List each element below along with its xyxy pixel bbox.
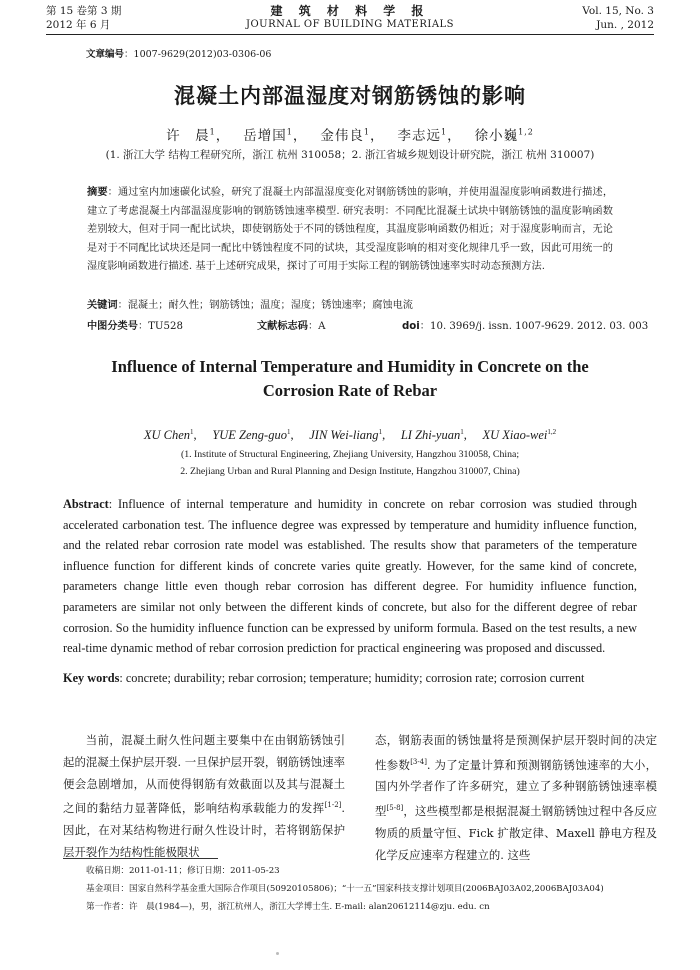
title-cn: 混凝土内部温湿度对钢筋锈蚀的影响 — [174, 84, 526, 108]
scan-mark — [276, 952, 279, 955]
volume-issue: 第 15 卷第 3 期 — [46, 5, 122, 17]
doi: doi：10. 3969/j. issn. 1007-9629. 2012. 03. 003 — [402, 321, 649, 332]
authors-cn: 许 晨$^1$， 岳增国$^1$， 金伟良$^1$， 李志远$^1$， 徐小巍$^{1,2}$ — [166, 127, 534, 144]
title-en: Influence of Internal Temperature and Humidity in Concrete on the Corrosion Rate of Rebar — [111, 357, 589, 400]
footnote-received: 收稿日期：2011-01-11；修订日期：2011-05-23 — [86, 866, 280, 876]
issue-info-en — [582, 4, 654, 32]
affiliation-cn: (1. 浙江大学 结构工程研究所，浙江 杭州 310058；2. 浙江省城乡规划设计研究院，浙江 杭州 310007) — [105, 149, 595, 161]
citation: [3-4] — [410, 757, 427, 766]
author-en: XU Xiao-wei — [482, 428, 548, 442]
abstract-cn-label: 摘要 — [87, 187, 108, 198]
citation: [1-2] — [324, 801, 342, 810]
header-rule — [46, 34, 654, 35]
authors-en: XU Chen$^1$, YUE Zeng-guo$^1$, JIN Wei-liang$^1$, LI Zhi-yuan$^1$, XU Xiao-wei$^{1,2}$ — [143, 427, 557, 442]
author-en: XU Chen — [143, 428, 191, 442]
abstract-cn — [87, 184, 613, 277]
keywords-en — [63, 668, 637, 689]
body-column-right: 态，钢筋表面的锈蚀量将是预测保护层开裂时间的决定性参数[3-4]. 为了定量计算和预测钢筋锈蚀速率的大小，国内外学者作了许多研究，建立了多种钢筋锈蚀速率模型[5-8]，这些模型都是根据混凝土钢筋锈蚀过程中各反应物质的质量守恒、Fick 扩散定律、Maxell 静电方程及化学反应速率方程建立的. 这些 — [375, 733, 657, 862]
journal-name-cn: 建 筑 材 料 学 报 — [270, 4, 430, 18]
abstract-cn-text: ：通过室内加速碳化试验，研究了混凝土内部温湿度变化对钢筋锈蚀的影响，并使用温湿度影响函数进行描述，建立了考虑混凝土内部温湿度影响的钢筋锈蚀速率模型. 研究表明：不同配比混凝土试块中钢筋锈蚀的温度影响函数差别较大，但对于同一配比试块，即使钢筋处于不同的锈蚀程度，其温度影响函数仍相近；对于湿度影响而言，无论是对于不同配比试块还是同一配比中锈蚀程度不同的试块，其受湿度影响的相对变化规律几乎一致，因此可用统一的湿度影响函数进行描述. 基于上述研究成果，探讨了可用于实际工程的钢筋锈蚀速率实时动态预测方法. — [87, 187, 614, 272]
author-en: LI Zhi-yuan — [400, 428, 461, 442]
keywords-cn-label: 关键词 — [87, 300, 118, 311]
document-code: 文献标志码：A — [257, 321, 326, 332]
volume-issue-en: Vol. 15, No. 3 — [582, 5, 654, 17]
article-number-label: 文章编号 — [86, 49, 125, 60]
abstract-en — [63, 494, 637, 659]
body-column-left: 当前，混凝土耐久性问题主要集中在由钢筋锈蚀引起的混凝土保护层开裂. 一旦保护层开裂，钢筋锈蚀速率便会急剧增加，从而使得钢筋有效截面以及其与混凝土之间的黏结力显著降低，影响结构承载能力的发挥[1-2]. 因此，在对某结构物进行耐久性设计时，若将钢筋保护层开裂作为结构性能极限状 — [63, 733, 345, 859]
author-cn: 徐小巍 — [474, 128, 519, 144]
footnote-rule — [63, 858, 218, 859]
footnotes — [86, 862, 656, 916]
abstract-en-label: Abstract — [63, 497, 109, 511]
author-cn: 岳增国 — [243, 128, 287, 144]
issue-date: 2012 年 6 月 — [46, 19, 111, 31]
keywords-cn-text: ：混凝土；耐久性；钢筋锈蚀；温度；湿度；锈蚀速率；腐蚀电流 — [117, 300, 413, 311]
issue-date-en: Jun. , 2012 — [596, 19, 654, 31]
author-cn: 金伟良 — [320, 128, 364, 144]
abstract-en-text: : Influence of internal temperature and humidity in concrete on rebar corrosion was studied through accelerated carbonation test. The influence degree was expressed by temperature and humidity influence function, and the related rebar corrosion rate model was established. The results show that parameters of the temperature influence function for different kinds of concrete varies quite greatly. However, for the same kind of concrete, parameters change little even though rebar corrosion has different degree. For humidity influence function, parameters are similar not only between the different kinds of concrete, but also for the different degree of rebar corrosion. So the humidity influence function can be expressed by uniform formula. Based on the test results, a new real-time dynamic method of rebar corrosion prediction for practical engineering was proposed and discussed. — [63, 497, 637, 656]
journal-name-en: JOURNAL OF BUILDING MATERIALS — [245, 19, 455, 30]
keywords-en-label: Key words — [63, 671, 120, 685]
clc-code: 中图分类号：TU528 — [87, 321, 183, 332]
affiliation-en-line: (1. Institute of Structural Engineering, Zhejiang University, Hangzhou 310058, China; — [180, 449, 520, 460]
author-cn: 许 晨 — [166, 128, 210, 144]
keywords-en-text: : concrete; durability; rebar corrosion; temperature; humidity; corrosion rate; corrosion current — [119, 671, 585, 685]
author-cn: 李志远 — [397, 128, 442, 144]
keywords-cn — [87, 297, 613, 314]
citation: [5-8] — [386, 804, 404, 813]
journal-name — [200, 4, 500, 32]
author-en: JIN Wei-liang — [309, 428, 379, 442]
affiliation-en-line: 2. Zhejiang Urban and Rural Planning and Design Institute, Hangzhou 310007, China) — [180, 466, 520, 477]
affiliation-en — [0, 446, 700, 480]
issue-info — [46, 4, 121, 32]
article-number-value: 1007-9629(2012)03-0306-06 — [133, 49, 272, 60]
author-en: YUE Zeng-guo — [212, 428, 287, 442]
footnote-fund: 基金项目：国家自然科学基金重大国际合作项目(50920105806)；“十一五”国家科技支撑计划项目(2006BAJ03A02,2006BAJ03A04) — [86, 884, 604, 894]
article-number: 文章编号：1007-9629(2012)03-0306-06 — [86, 49, 272, 60]
footnote-author: 第一作者：许 晨(1984—)，男，浙江杭州人，浙江大学博士生. E-mail: alan20612114@zju. edu. cn — [86, 902, 490, 912]
